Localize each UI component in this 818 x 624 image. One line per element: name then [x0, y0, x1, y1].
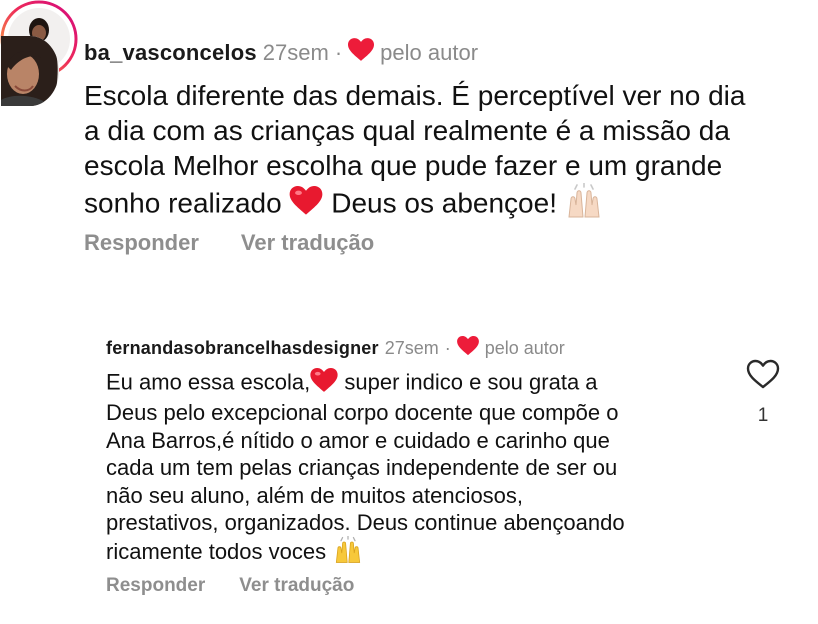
comment-line-part: super indico e sou grata a — [344, 369, 598, 395]
comment-line: Deus pelo excepcional corpo docente que compõe o — [106, 400, 619, 426]
comment-text — [106, 368, 726, 571]
heart-icon — [348, 38, 374, 68]
red-heart-emoji — [289, 186, 323, 224]
red-heart-emoji — [310, 368, 338, 399]
timestamp: 27sem — [384, 337, 439, 358]
liked-by-author-label: pelo autor — [484, 337, 565, 358]
username[interactable]: ba_vasconcelos — [84, 40, 257, 65]
comment-line-part: Eu amo essa escola, — [106, 369, 311, 395]
comment-line: não seu aluno, além de muitos atenciosos, — [106, 482, 524, 508]
comment-line-part: ricamente todos voces — [106, 539, 327, 565]
comment-line-last — [84, 183, 804, 227]
comment-text — [84, 78, 804, 227]
comment-line: cada um tem pelas crianças independente de ser ou — [106, 455, 618, 481]
comment-meta — [84, 38, 478, 68]
see-translation-button[interactable]: Ver tradução — [239, 575, 355, 596]
comment-line-first — [106, 368, 726, 399]
like-heart-icon — [745, 358, 781, 390]
heart-icon — [457, 336, 479, 361]
comment-line-part: sonho realizado — [84, 187, 282, 219]
comment-line-last — [106, 536, 726, 570]
separator: · — [334, 40, 343, 65]
username[interactable]: fernandasobrancelhasdesigner — [106, 337, 379, 358]
raised-hands-emoji — [332, 536, 364, 570]
like-count: 1 — [757, 405, 769, 426]
comment-line: a dia com as crianças qual realmente é a missão da — [84, 115, 730, 146]
comment-line: Ana Barros,é nítido o amor e cuidado e carinho que — [106, 427, 610, 453]
comment-line: Escola diferente das demais. É perceptível ver no dia — [84, 80, 746, 111]
reply-button[interactable]: Responder — [106, 575, 206, 596]
comment-line: prestativos, organizados. Deus continue abençoando — [106, 510, 625, 536]
comment-ba-vasconcelos — [0, 0, 818, 290]
raised-hands-emoji — [565, 183, 603, 227]
avatar[interactable] — [1, 36, 59, 106]
timestamp: 27sem — [262, 40, 329, 65]
reply-button[interactable]: Responder — [84, 230, 199, 255]
see-translation-button[interactable]: Ver tradução — [240, 230, 375, 255]
separator: · — [444, 337, 451, 358]
liked-by-author-label: pelo autor — [380, 40, 479, 65]
like-button[interactable] — [745, 358, 781, 390]
comment-actions — [84, 230, 374, 256]
comment-line-part: Deus os abençoe! — [331, 187, 557, 219]
comment-actions — [106, 575, 354, 597]
comment-meta — [106, 336, 565, 360]
comment-line: escola Melhor escolha que pude fazer e um grande — [84, 150, 723, 181]
